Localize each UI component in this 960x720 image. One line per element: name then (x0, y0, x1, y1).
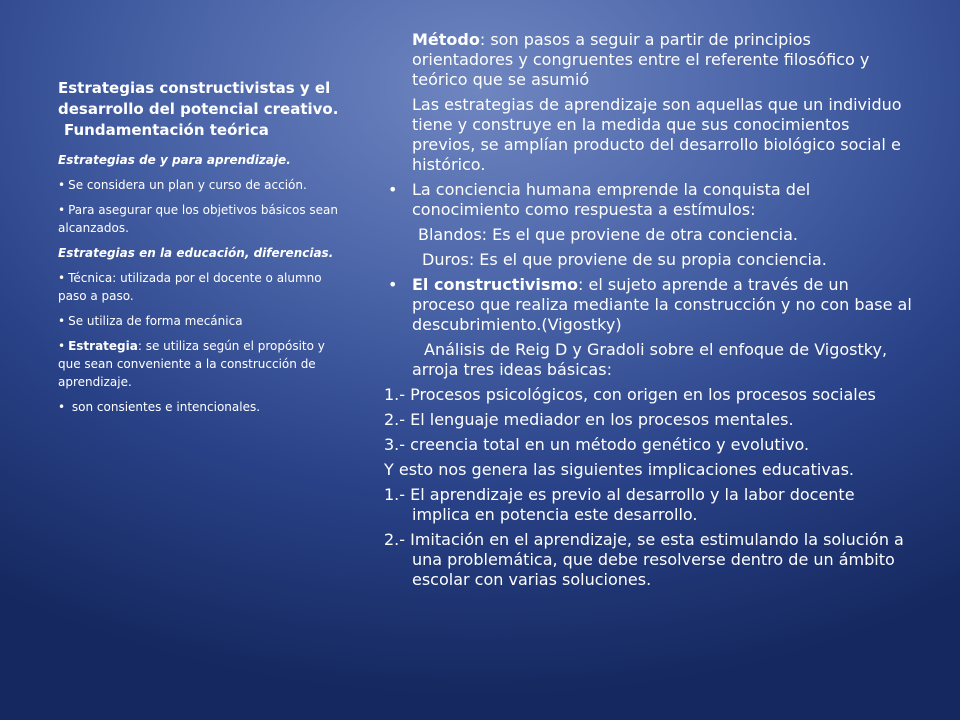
title-line1: Estrategias constructivistas y el desarrollo del potencial creativo. (58, 79, 339, 118)
bullet-icon: • (58, 314, 66, 328)
list-item (58, 312, 348, 330)
idea-2: 2.- El lenguaje mediador en los procesos mentales. (384, 410, 794, 429)
list-item (58, 398, 348, 416)
list-item (58, 176, 348, 194)
list-item-text: : se utiliza según el propósito y que sean conveniente a la construcción de aprendizaje. (58, 339, 325, 389)
bullet-icon: • (58, 203, 66, 217)
list-item-text: Se utiliza de forma mecánica (68, 314, 243, 328)
bullet-icon: • (58, 178, 66, 192)
idea-3: 3.- creencia total en un método genético y evolutivo. (384, 435, 810, 454)
list-item (58, 201, 348, 237)
keyword-metodo: Método (412, 30, 480, 49)
bullet-conciencia (384, 180, 912, 220)
list-item-text: Se considera un plan y curso de acción. (68, 178, 307, 192)
subheading-estrategias-educacion: Estrategias en la educación, diferencias. (58, 246, 334, 260)
list-item-text: Para asegurar que los objetivos básicos sean alcanzados. (58, 203, 339, 235)
left-column (58, 78, 348, 423)
keyword-constructivismo: El constructivismo (412, 275, 579, 294)
list-item (58, 269, 348, 305)
idea-1: 1.- Procesos psicológicos, con origen en los procesos sociales (384, 385, 876, 404)
paragraph-analisis: Análisis de Reig D y Gradoli sobre el enfoque de Vigostky, arroja tres ideas básicas: (412, 340, 888, 379)
list-item (58, 337, 348, 391)
keyword-estrategia: Estrategia (68, 339, 138, 353)
bullet-icon: • (388, 180, 398, 199)
paragraph-text: : son pasos a seguir a partir de principios orientadores y congruentes entre el referente filosófico y teórico que se asumió (412, 30, 870, 89)
slide-title (58, 78, 348, 141)
right-column (384, 30, 912, 595)
implicacion-2: 2.- Imitación en el aprendizaje, se esta estimulando la solución a una problemática, que debe resolverse dentro de un ámbito escolar con varias soluciones. (384, 530, 904, 589)
list-item-text: Técnica: utilizada por el docente o alumno paso a paso. (58, 271, 322, 303)
paragraph-text: La conciencia humana emprende la conquista del conocimiento como respuesta a estímulos: (412, 180, 811, 219)
bullet-icon: • (58, 339, 66, 353)
paragraph-text: : el sujeto aprende a través de un proceso que realiza mediante la construcción y no con base al descubrimiento.(Vigostky) (412, 275, 912, 334)
bullet-icon: • (388, 275, 398, 294)
subheading-estrategias-aprendizaje: Estrategias de y para aprendizaje. (58, 153, 291, 167)
bullet-icon: • (58, 400, 66, 414)
paragraph-implicaciones: Y esto nos genera las siguientes implicaciones educativas. (384, 460, 854, 479)
bullet-icon: • (58, 271, 66, 285)
paragraph-metodo (384, 30, 912, 90)
title-line2: Fundamentación teórica (64, 121, 269, 139)
list-item-text: son consientes e intencionales. (68, 400, 261, 414)
paragraph-estrategias: Las estrategias de aprendizaje son aquellas que un individuo tiene y construye en la medida que sus conocimientos previos, se amplían producto del desarrollo biológico social e histórico. (412, 95, 902, 174)
paragraph-duros: Duros: Es el que proviene de su propia conciencia. (422, 250, 827, 269)
bullet-constructivismo (384, 275, 912, 335)
implicacion-1: 1.- El aprendizaje es previo al desarrollo y la labor docente implica en potencia este desarrollo. (384, 485, 855, 524)
paragraph-blandos: Blandos: Es el que proviene de otra conciencia. (418, 225, 798, 244)
